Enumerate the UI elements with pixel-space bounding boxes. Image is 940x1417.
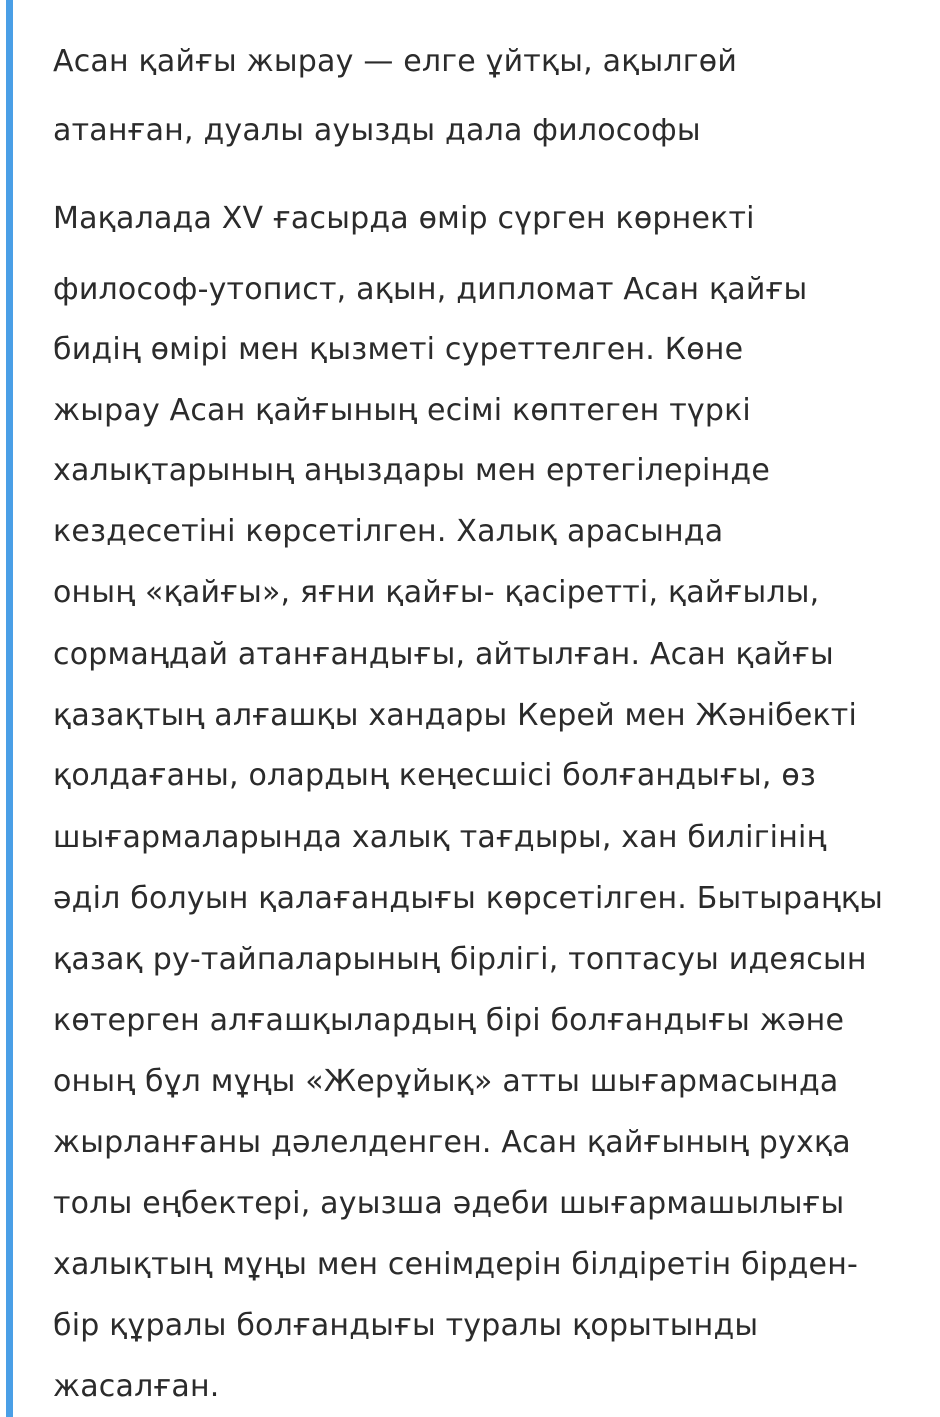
body-line-11: шығармаларында халық тағдыры, хан билігінің (53, 820, 827, 855)
title-line-2: атанған, дуалы ауызды дала философы (53, 113, 701, 148)
body-line-6: кездесетіні көрсетілген. Халық арасында (53, 514, 724, 549)
body-line-17: толы еңбектері, ауызша әдеби шығармашылығы (53, 1186, 845, 1221)
body-line-9: қазақтың алғашқы хандары Керей мен Жәнібекті (53, 698, 858, 733)
body-line-15: оның бұл мұңы «Жерұйық» атты шығармасында (53, 1064, 839, 1099)
body-line-16: жырланғаны дәлелденген. Асан қайғының рухқа (53, 1125, 851, 1160)
body-line-13: қазақ ру-тайпаларының бірлігі, топтасуы идеясын (53, 942, 867, 977)
body-line-18: халықтың мұңы мен сенімдерін білдіретін бірден- (53, 1247, 859, 1282)
body-line-10: қолдағаны, олардың кеңесшісі болғандығы, өз (53, 758, 817, 793)
body-line-4: жырау Асан қайғының есімі көптеген түркі (53, 393, 751, 428)
body-line-8: сормаңдай атанғандығы, айтылған. Асан қайғы (53, 637, 834, 672)
quote-accent-bar (6, 0, 13, 1417)
body-line-3: бидің өмірі мен қызметі суреттелген. Көне (53, 332, 744, 367)
body-line-1: Мақалада XV ғасырда өмір сүрген көрнекті (53, 201, 755, 236)
body-line-7: оның «қайғы», яғни қайғы- қасіретті, қайғылы, (53, 575, 820, 610)
body-line-5: халықтарының аңыздары мен ертегілерінде (53, 453, 770, 488)
body-line-20: жасалған. (53, 1369, 220, 1404)
body-line-14: көтерген алғашқылардың бірі болғандығы және (53, 1003, 845, 1038)
body-line-12: әділ болуын қалағандығы көрсетілген. Бытыраңқы (53, 881, 884, 916)
body-line-2: философ-утопист, ақын, дипломат Асан қайғы (53, 272, 808, 307)
body-line-19: бір құралы болғандығы туралы қорытынды (53, 1308, 759, 1343)
title-line-1: Асан қайғы жырау — елге ұйтқы, ақылгөй (53, 44, 738, 79)
